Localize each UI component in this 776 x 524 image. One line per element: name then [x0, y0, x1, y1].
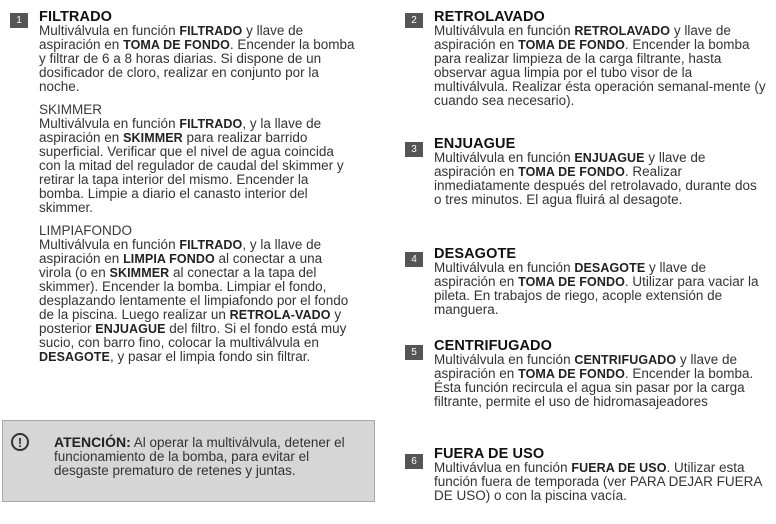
step-number-badge: 5: [405, 345, 423, 360]
section-desagote: [405, 247, 767, 317]
step-number-badge: 3: [405, 142, 423, 157]
subsection-title: LIMPIAFONDO: [39, 223, 133, 238]
section-fuera-de-uso: [405, 447, 767, 503]
step-number-badge: 6: [405, 454, 423, 469]
section-title: FUERA DE USO: [434, 446, 545, 462]
section-title: RETROLAVADO: [434, 9, 545, 25]
step-number-badge: 4: [405, 252, 423, 267]
section-text: Multiválvula en función FILTRADO y llave de aspiración en TOMA DE FONDO. Encender la bomba y filtrar de 6 a 8 horas diarias. Si dispone de un dosificador de cloro, realizar en conjunto por la noche.: [39, 23, 355, 94]
section-title: DESAGOTE: [434, 246, 517, 262]
step-number-badge: 1: [10, 13, 28, 28]
section-title: FILTRADO: [39, 9, 113, 25]
attention-text: ATENCIÓN: Al operar la multiválvula, detener el funcionamiento de la bomba, para evitar el desgaste prematuro de retenes y juntas.: [54, 434, 345, 478]
section-text: Multiválvula en función ENJUAGUE y llave de aspiración en TOMA DE FONDO. Realizar inmediatamente después del retrolavado, durante dos o tres minutos. El agua fluirá al desagote.: [434, 150, 757, 207]
section-filtrado: [10, 10, 356, 364]
section-title: ENJUAGUE: [434, 136, 516, 152]
subsection-text: Multiválvula en función FILTRADO, y la llave de aspiración en LIMPIA FONDO al conectar a una virola (o en SKIMMER al conectar a la tapa del skimmer). Encender la bomba. Limpiar el fondo, desplazando lentamente el limpiafondo por el fondo de la piscina. Luego realizar un RETROLA-VADO y posterior ENJUAGUE del filtro. Si el fondo está muy sucio, con barro fino, colocar la multiválvula en DESAGOTE, y pasar el limpia fondo sin filtrar.: [39, 237, 349, 364]
section-text: Multiválvula en función RETROLAVADO y llave de aspiración en TOMA DE FONDO. Encender la bomba para realizar limpieza de la carga filtrante, hasta observar agua limpia por el tubo visor de la multiválvula. Realizar ésta operación semanal-mente (y cuando sea necesario).: [434, 23, 766, 108]
warning-icon: !: [11, 433, 29, 451]
section-text: Multiválvula en función DESAGOTE y llave de aspiración en TOMA DE FONDO. Utilizar para vaciar la pileta. En trabajos de riego, acople extensión de manguera.: [434, 260, 759, 317]
section-retrolavado: [405, 10, 767, 108]
section-text: Multiválvula en función CENTRIFUGADO y llave de aspiración en TOMA DE FONDO. Encender la bomba. Ésta función recircula el agua sin pasar por la carga filtrante, permite el uso de hidromasajeadores: [434, 352, 754, 409]
section-centrifugado: [405, 339, 767, 409]
attention-label: ATENCIÓN:: [54, 434, 131, 450]
section-title: CENTRIFUGADO: [434, 338, 552, 354]
step-number-badge: 2: [405, 13, 423, 28]
section-enjuague: [405, 137, 767, 207]
attention-box: [2, 420, 375, 502]
subsection-text: Multiválvula en función FILTRADO, y la llave de aspiración en SKIMMER para realizar barrido superficial. Verificar que el nivel de agua coincida con la mitad del regulador de caudal del skimmer y retirar la tapa interior del mismo. Encender la bomba. Limpie a diario el canasto interior del skimmer.: [39, 116, 344, 215]
subsection-title: SKIMMER: [39, 102, 103, 117]
section-text: Multivávlua en función FUERA DE USO. Utilizar esta función fuera de temporada (ver PARA DEJAR FUERA DE USO) o con la piscina vacía.: [434, 460, 762, 503]
